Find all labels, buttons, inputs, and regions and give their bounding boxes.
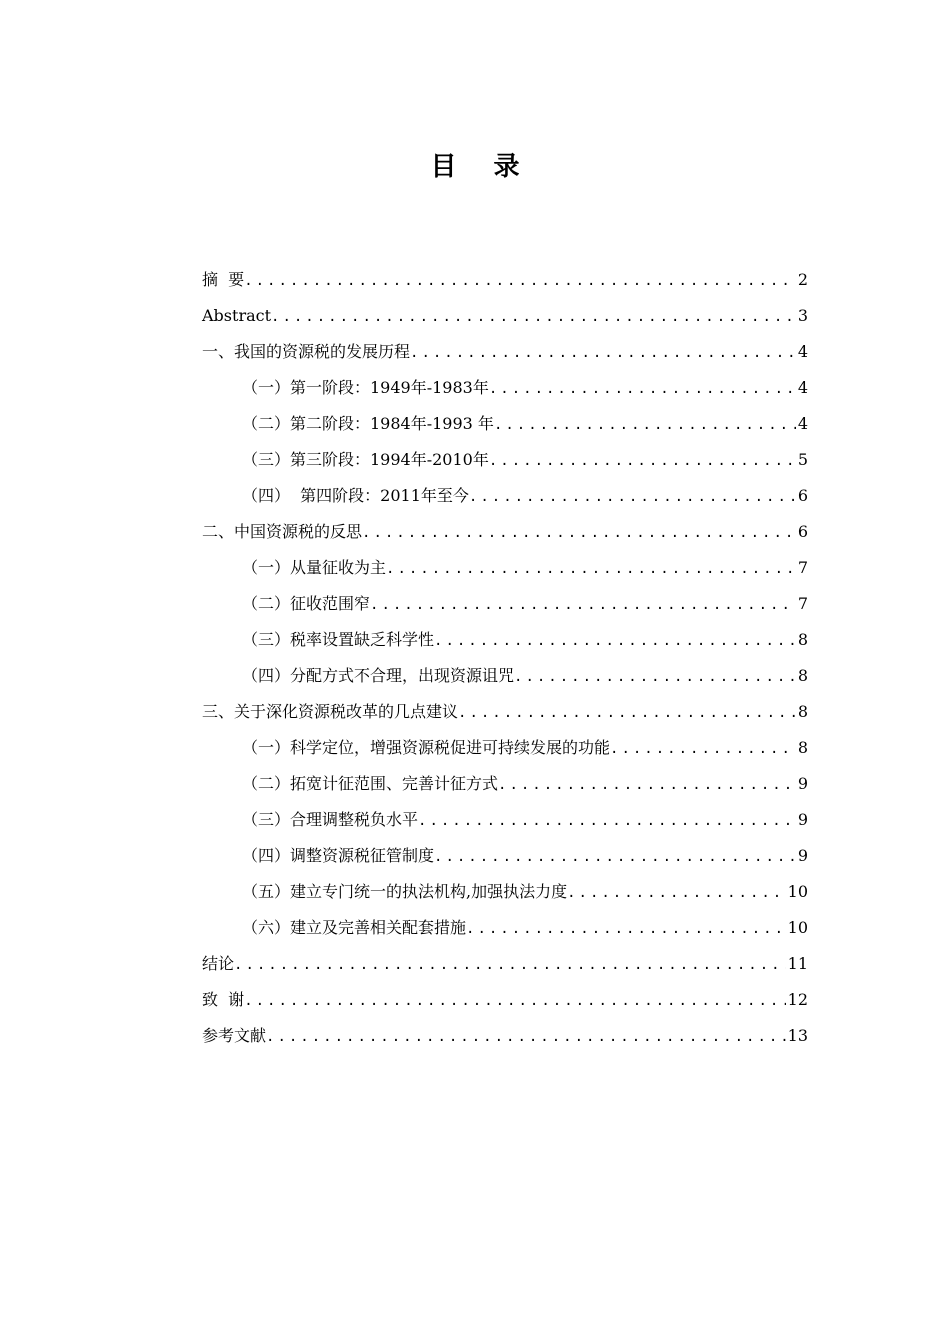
toc-subentry[interactable] bbox=[202, 478, 808, 514]
toc-subentry[interactable] bbox=[202, 802, 808, 838]
toc-entry-page: 5 bbox=[797, 450, 808, 469]
toc-entry-label: （四）分配方式不合理，出现资源诅咒 bbox=[242, 666, 515, 685]
toc-entry[interactable] bbox=[202, 694, 808, 730]
leader-dots bbox=[266, 1019, 786, 1055]
leader-dots bbox=[498, 767, 796, 803]
toc-subentry[interactable] bbox=[202, 586, 808, 622]
toc-entry-page: 8 bbox=[797, 630, 808, 649]
toc-entry-page: 9 bbox=[797, 774, 808, 793]
leader-dots bbox=[244, 983, 785, 1019]
toc-subentry[interactable] bbox=[202, 550, 808, 586]
leader-dots bbox=[362, 515, 796, 551]
toc-entry-label: （三）第三阶段：1994年-2010年 bbox=[242, 450, 489, 469]
leader-dots bbox=[271, 299, 796, 335]
toc-entry-label: （四） 第四阶段：2011年至今 bbox=[242, 486, 469, 505]
toc-entry-page: 6 bbox=[797, 522, 808, 541]
toc-entry-page: 8 bbox=[797, 702, 808, 721]
toc-subentry[interactable] bbox=[202, 370, 808, 406]
toc-entry-label: （二）第二阶段：1984年-1993 年 bbox=[242, 414, 494, 433]
toc-entry-page: 2 bbox=[797, 270, 808, 289]
toc-entry-label: 一、我国的资源税的发展历程 bbox=[202, 342, 411, 361]
toc-entry-page: 7 bbox=[797, 558, 808, 577]
leader-dots bbox=[434, 839, 796, 875]
toc-subentry[interactable] bbox=[202, 730, 808, 766]
leader-dots bbox=[489, 443, 796, 479]
leader-dots bbox=[234, 947, 786, 983]
leader-dots bbox=[567, 875, 786, 911]
toc-subentry[interactable] bbox=[202, 766, 808, 802]
toc-entry-label: （五）建立专门统一的执法机构,加强执法力度 bbox=[242, 882, 568, 901]
toc-entry-label: （一）科学定位，增强资源税促进可持续发展的功能 bbox=[242, 738, 611, 757]
toc-entry-label: （三）税率设置缺乏科学性 bbox=[242, 630, 435, 649]
toc-entry[interactable] bbox=[202, 982, 808, 1018]
leader-dots bbox=[244, 263, 796, 299]
toc-subentry[interactable] bbox=[202, 442, 808, 478]
toc-entry-label: （一）第一阶段：1949年-1983年 bbox=[242, 378, 489, 397]
toc-entry-label: 摘 要 bbox=[202, 270, 245, 289]
toc-entry-page: 4 bbox=[797, 342, 808, 361]
toc-entry-label: （四）调整资源税征管制度 bbox=[242, 846, 435, 865]
toc-entry-page: 3 bbox=[797, 306, 808, 325]
leader-dots bbox=[610, 731, 796, 767]
toc-entry[interactable] bbox=[202, 298, 808, 334]
toc-entry-page: 8 bbox=[797, 666, 808, 685]
toc-subentry[interactable] bbox=[202, 622, 808, 658]
table-of-contents bbox=[202, 262, 808, 1054]
toc-entry-page: 6 bbox=[797, 486, 808, 505]
toc-entry-label: 参考文献 bbox=[202, 1026, 267, 1045]
toc-subentry[interactable] bbox=[202, 838, 808, 874]
toc-entry-label: 结论 bbox=[202, 954, 235, 973]
toc-entry-label: Abstract bbox=[202, 306, 272, 325]
toc-entry-label: （二）拓宽计征范围、完善计征方式 bbox=[242, 774, 499, 793]
toc-entry[interactable] bbox=[202, 334, 808, 370]
toc-entry-label: （二）征收范围窄 bbox=[242, 594, 371, 613]
leader-dots bbox=[489, 371, 796, 407]
toc-entry[interactable] bbox=[202, 1018, 808, 1054]
toc-entry-page: 9 bbox=[797, 846, 808, 865]
leader-dots bbox=[434, 623, 796, 659]
toc-entry-page: 4 bbox=[797, 378, 808, 397]
toc-entry-page: 9 bbox=[797, 810, 808, 829]
leader-dots bbox=[410, 335, 796, 371]
toc-entry-page: 13 bbox=[787, 1026, 808, 1045]
toc-entry[interactable] bbox=[202, 262, 808, 298]
toc-entry-label: 致 谢 bbox=[202, 990, 245, 1009]
toc-entry-page: 7 bbox=[797, 594, 808, 613]
page-title: 目 录 bbox=[430, 152, 534, 182]
toc-entry[interactable] bbox=[202, 514, 808, 550]
toc-entry-label: （三）合理调整税负水平 bbox=[242, 810, 419, 829]
toc-entry-label: 二、中国资源税的反思 bbox=[202, 522, 363, 541]
leader-dots bbox=[458, 695, 796, 731]
leader-dots bbox=[466, 911, 786, 947]
toc-entry-page: 12 bbox=[787, 990, 808, 1009]
toc-subentry[interactable] bbox=[202, 910, 808, 946]
toc-subentry[interactable] bbox=[202, 658, 808, 694]
leader-dots bbox=[370, 587, 796, 623]
leader-dots bbox=[469, 479, 796, 515]
leader-dots bbox=[494, 407, 796, 443]
leader-dots bbox=[386, 551, 796, 587]
toc-entry-page: 10 bbox=[787, 882, 808, 901]
toc-entry-label: （六）建立及完善相关配套措施 bbox=[242, 918, 467, 937]
toc-entry-label: 三、关于深化资源税改革的几点建议 bbox=[202, 702, 459, 721]
toc-entry-label: （一）从量征收为主 bbox=[242, 558, 387, 577]
leader-dots bbox=[418, 803, 796, 839]
toc-entry[interactable] bbox=[202, 946, 808, 982]
toc-entry-page: 10 bbox=[787, 918, 808, 937]
toc-entry-page: 4 bbox=[797, 414, 808, 433]
toc-subentry[interactable] bbox=[202, 406, 808, 442]
toc-entry-page: 8 bbox=[797, 738, 808, 757]
toc-entry-page: 11 bbox=[787, 954, 808, 973]
toc-subentry[interactable] bbox=[202, 874, 808, 910]
leader-dots bbox=[514, 659, 796, 695]
